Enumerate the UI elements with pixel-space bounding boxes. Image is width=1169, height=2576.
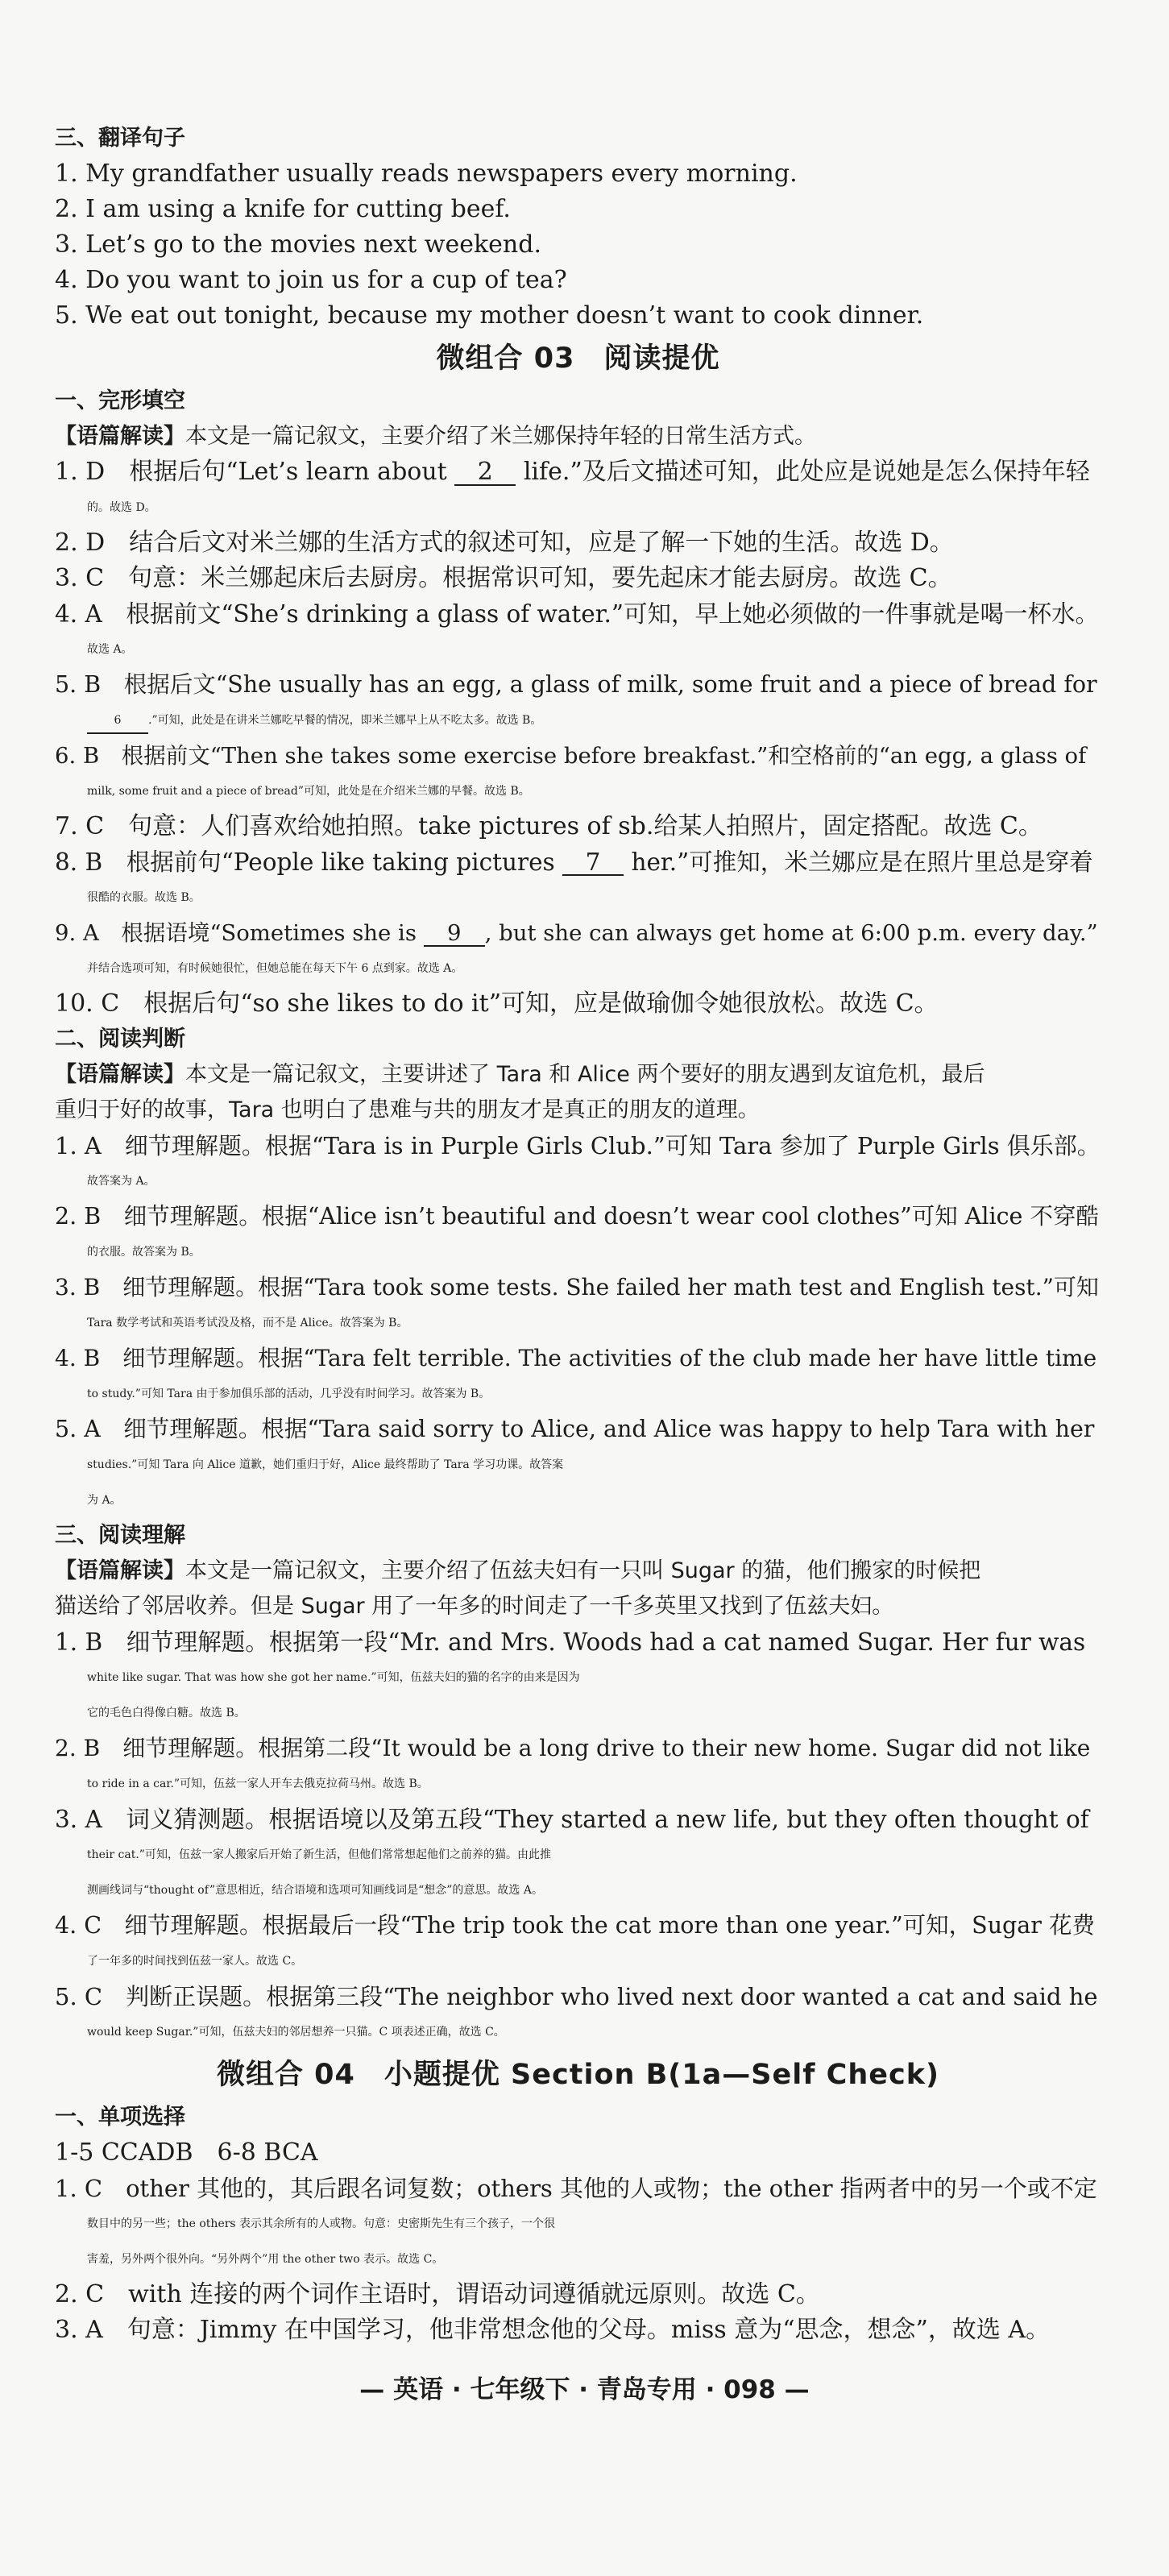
judge-answer-2-cont: 的衣服。故答案为 B。 [87,1246,201,1259]
reading-answer-3-cont: their cat.”可知，伍兹一家人搬家后开始了新生活，但他们常常想起他们之前养的猫。由此推 [87,1848,551,1861]
cloze-answer-5: 5. B 根据后文“She usually has an egg, a glass of milk, some fruit and a piece of bread for [55,671,1097,698]
cloze-answer-6-cont: milk, some fruit and a piece of bread”可知，此处是在介绍米兰娜的早餐。故选 B。 [87,785,530,798]
answer-text: 8. B 根据前句“People like taking pictures [55,848,555,876]
reading-answer-4: 4. C 细节理解题。根据最后一段“The trip took the cat more than one year.”可知，Sugar 花费 [55,1912,1095,1939]
translation-item: 4. Do you want to join us for a cup of tea? [55,266,567,294]
blank-number: 6 [87,708,148,734]
judge-passage-note [55,1057,1101,1093]
choice-answer-1: 1. C other 其他的，其后跟名词复数；others 其他的人或物；the other 指两者中的另一个或不定 [55,2175,1097,2202]
translation-item: 3. Let’s go to the movies next weekend. [55,230,541,259]
reading-answer-5-cont: would keep Sugar.”可知，伍兹夫妇的邻居想养一只猫。C 项表述正确，故选 C。 [87,2026,505,2039]
cloze-answer-4: 4. A 根据前文“She’s drinking a glass of water.”可知，早上她必须做的一件事就是喝一杯水。 [55,600,1100,628]
cloze-answer-7: 7. C 句意：人们喜欢给她拍照。take pictures of sb.给某人拍照片，固定搭配。故选 C。 [55,812,1043,840]
blank-number: 2 [454,460,516,486]
answer-text: 1. D 根据后句“Let’s learn about [55,458,447,486]
reading-passage-note-cont: 猫送给了邻居收养。但是 Sugar 用了一年多的时间走了一千多英里又找到了伍兹夫妇。 [55,1594,894,1619]
cloze-answer-4-cont: 故选 A。 [87,643,133,656]
cloze-answer-8 [55,844,1101,880]
reading-answer-2-cont: to ride in a car.”可知，伍兹一家人开车去俄克拉荷马州。故选 B。 [87,1777,429,1790]
reading-answer-4-cont: 了一年多的时间找到伍兹一家人。故选 C。 [87,1955,303,1968]
note-text: 本文是一篇记叙文，主要介绍了米兰娜保持年轻的日常生活方式。 [185,424,816,449]
note-label: 【语篇解读】 [55,1062,185,1087]
section-heading-choice: 一、单项选择 [55,2105,185,2130]
choice-answer-1-cont: 数目中的另一些；the others 表示其余所有的人或物。句意：史密斯先生有三个孩子，一个很 [87,2217,556,2230]
note-label: 【语篇解读】 [55,424,185,449]
judge-passage-note-cont: 重归于好的故事，Tara 也明白了患难与共的朋友才是真正的朋友的道理。 [55,1097,760,1122]
answer-text: life.”及后文描述可知，此处应是说她是怎么保持年轻 [523,458,1090,486]
translation-item: 2. I am using a knife for cutting beef. [55,195,511,223]
reading-answer-1-cont: white like sugar. That was how she got her name.”可知，伍兹夫妇的猫的名字的由来是因为 [87,1671,580,1684]
note-label: 【语篇解读】 [55,1558,185,1583]
note-text: 本文是一篇记叙文，主要介绍了伍兹夫妇有一只叫 Sugar 的猫，他们搬家的时候把 [185,1558,981,1583]
choice-answer-1-cont: 害羞，另外两个很外向。“另外两个”用 the other two 表示。故选 C。 [87,2253,444,2266]
judge-answer-5: 5. A 细节理解题。根据“Tara said sorry to Alice, and Alice was happy to help Tara with her [55,1416,1095,1442]
answer-text: , but she can always get home at 6:00 p.m. every day.” [484,920,1098,946]
cloze-answer-10: 10. C 根据后句“so she likes to do it”可知，应是做瑜伽令她很放松。故选 C。 [55,989,939,1018]
choice-answer-2: 2. C with 连接的两个词作主语时，谓语动词遵循就远原则。故选 C。 [55,2280,820,2308]
reading-answer-5: 5. C 判断正误题。根据第三段“The neighbor who lived next door wanted a cat and said he [55,1983,1098,2010]
cloze-answer-6: 6. B 根据前文“Then she takes some exercise before breakfast.”和空格前的“an egg, a glass of [55,743,1087,769]
reading-answer-2: 2. B 细节理解题。根据第二段“It would be a long drive to their new home. Sugar did not like [55,1735,1091,1761]
judge-answer-4: 4. B 细节理解题。根据“Tara felt terrible. The activities of the club made her have little time [55,1345,1097,1371]
answer-text: .”可知，此处是在讲米兰娜吃早餐的情况，即米兰娜早上从不吃太多。故选 B。 [148,714,542,727]
answer-text: her.”可推知，米兰娜应是在照片里总是穿着 [631,848,1093,876]
cloze-answer-5-cont [55,703,1101,738]
judge-answer-2: 2. B 细节理解题。根据“Alice isn’t beautiful and doesn’t wear cool clothes”可知 Alice 不穿酷 [55,1203,1099,1230]
blank-number: 9 [424,921,485,947]
section-heading-reading: 三、阅读理解 [55,1523,185,1548]
group-04-title: 微组合 04 小题提优 Section B(1a—Self Check) [216,2059,939,2091]
reading-passage-note [55,1553,1101,1589]
judge-answer-5-cont: 为 A。 [87,1494,122,1507]
judge-answer-5-cont: studies.”可知 Tara 向 Alice 道歉，她们重归于好，Alice 最终帮助了 Tara 学习功课。故答案 [87,1458,564,1471]
cloze-answer-2: 2. D 结合后文对米兰娜的生活方式的叙述可知，应是了解一下她的生活。故选 D。 [55,529,954,557]
reading-answer-3-cont: 测画线词与“thought of”意思相近，结合语境和选项可知画线词是“想念”的意思。故选 A。 [87,1884,543,1897]
reading-answer-1: 1. B 细节理解题。根据第一段“Mr. and Mrs. Woods had a cat named Sugar. Her fur was [55,1628,1086,1656]
section-heading-judge: 二、阅读判断 [55,1027,185,1052]
cloze-answer-3: 3. C 句意：米兰娜起床后去厨房。根据常识可知，要先起床才能去厨房。故选 C。 [55,564,952,592]
judge-answer-3: 3. B 细节理解题。根据“Tara took some tests. She failed her math test and English test.”可知 [55,1274,1099,1300]
cloze-answer-1-cont: 的。故选 D。 [87,501,156,514]
judge-answer-1-cont: 故答案为 A。 [87,1175,155,1188]
choice-answer-3: 3. A 句意：Jimmy 在中国学习，他非常想念他的父母。miss 意为“思念，想念”，故选 A。 [55,2316,1051,2344]
judge-answer-4-cont: to study.”可知 Tara 由于参加俱乐部的活动，几乎没有时间学习。故答案为 B。 [87,1388,491,1400]
judge-answer-3-cont: Tara 数学考试和英语考试没及格，而不是 Alice。故答案为 B。 [87,1317,408,1329]
answer-text: 9. A 根据语境“Sometimes she is [55,920,417,946]
section-heading-cloze: 一、完形填空 [55,388,185,413]
choice-answer-key: 1-5 CCADB 6-8 BCA [55,2138,318,2167]
note-text: 本文是一篇记叙文，主要讲述了 Tara 和 Alice 两个要好的朋友遇到友谊危机，最后 [185,1062,985,1087]
cloze-answer-9-cont: 并结合选项可知，有时候她很忙，但她总能在每天下午 6 点到家。故选 A。 [87,962,463,975]
group-03-title: 微组合 03 阅读提优 [436,342,720,375]
cloze-answer-1 [55,454,1101,490]
page-footer: — 英语 · 七年级下 · 青岛专用 · 098 — [359,2375,810,2404]
cloze-passage-note [55,419,1101,454]
translation-item: 5. We eat out tonight, because my mother doesn’t want to cook dinner. [55,301,924,330]
judge-answer-1: 1. A 细节理解题。根据“Tara is in Purple Girls Club.”可知 Tara 参加了 Purple Girls 俱乐部。 [55,1132,1101,1159]
translation-item: 1. My grandfather usually reads newspapers every morning. [55,160,798,188]
reading-answer-1-cont: 它的毛色白得像白糖。故选 B。 [87,1707,246,1719]
reading-answer-3: 3. A 词义猜测题。根据语境以及第五段“They started a new life, but they often thought of [55,1806,1089,1833]
cloze-answer-8-cont: 很酷的衣服。故选 B。 [87,891,201,904]
blank-number: 7 [562,850,624,876]
section-heading-translate: 三、翻译句子 [55,126,185,151]
cloze-answer-9 [55,915,1101,951]
